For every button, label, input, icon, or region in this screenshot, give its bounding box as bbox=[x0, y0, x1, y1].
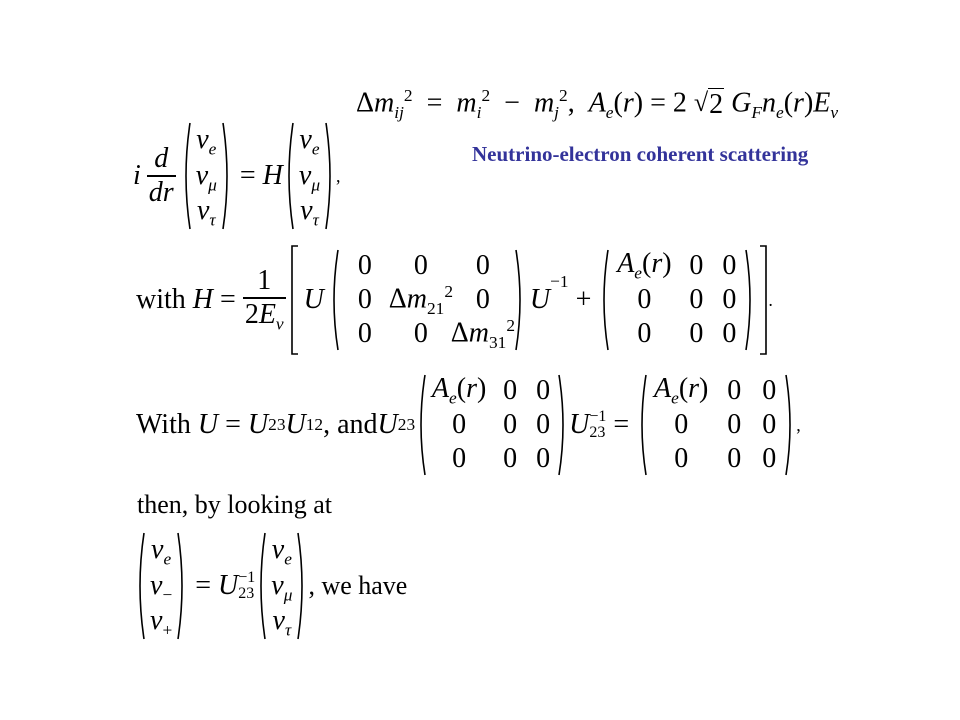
then-text: then, by looking at bbox=[137, 490, 332, 519]
and-label: and bbox=[337, 409, 378, 440]
definition-equation: $\Delta m_{ij}^2 = m_i^2 - m_j^2$, $A_e(r) = 2$ √ 2 $G_Fn_e(r)E_\nu$ bbox=[356, 86, 839, 122]
basis-transform-equation: $\nu_e$ $\nu_-$ $\nu_+$ = U −1 23 $\nu_e$ $\nu_\mu$ $\nu_\tau$ , we have bbox=[134, 530, 407, 642]
evolution-equation: i $\frac{d}{dr}$ $\nu_e$ $\nu_\mu$ $\nu_\tau$ = H $\nu_e$ $\nu_\mu$ $\nu_\tau$ , bbox=[133, 124, 341, 230]
heading-title: Neutrino-electron coherent scattering bbox=[472, 142, 809, 166]
rotation-identity: With U = U 23 U 12 , and U 23 $A_e(r)$ 0 0 0 0 0 0 0 0 U −1 23 = $A_e(r)$ 0 0 0 0 0 0 0 0 , bbox=[136, 373, 801, 474]
we-have-text: , we have bbox=[308, 571, 408, 600]
With-label: With bbox=[136, 409, 191, 440]
hamiltonian-equation: with H = $\frac{1}{2E_\nu}$ U 0 0 0 0 $\Delta m_{21}^2$ 0 0 0 $\Delta m_{31}^2$ U $^{-1}$ + $A_e(r)$ 0 0 0 0 0 0 0 0 . bbox=[136, 242, 773, 358]
with-label: with bbox=[136, 284, 186, 315]
